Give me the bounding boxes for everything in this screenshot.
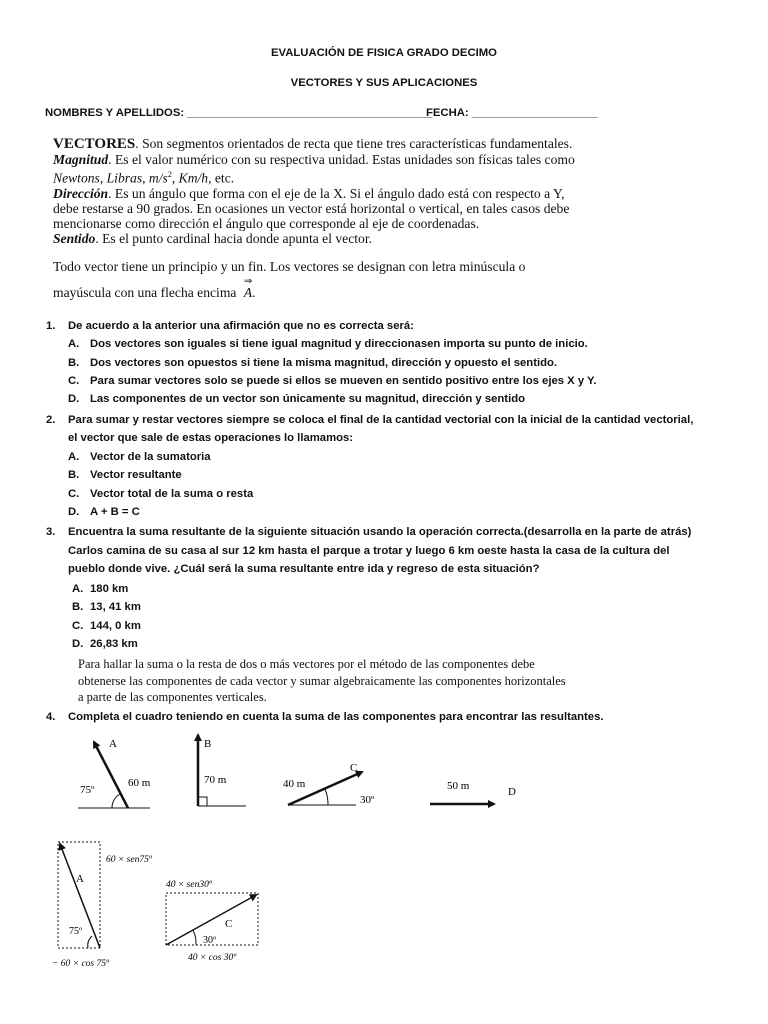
vector-c-angle-arc (325, 789, 328, 805)
q2-option-d[interactable]: A + B = C (90, 506, 140, 518)
vector-c-diagram (283, 762, 375, 806)
names-label: NOMBRES Y APELLIDOS: (45, 107, 185, 119)
vector-c-label: C (350, 762, 358, 774)
q2-option-d-letter: D. (68, 506, 80, 518)
q2-option-b-letter: B. (68, 469, 80, 481)
q1-option-a-letter: A. (68, 338, 80, 350)
q3-text-line1: Encuentra la suma resultante de la siguiente situación usando la operación correcta.(desarrolla en la parte de atrás) (68, 526, 692, 538)
q2-option-a-letter: A. (68, 451, 80, 463)
q1-text: De acuerdo a la anterior una afirmación que no es correcta será: (68, 320, 414, 332)
vector-b-right-angle (198, 797, 207, 806)
components-a-label: A (76, 873, 84, 885)
components-c-vertical-label: 40 × sen30º (166, 880, 212, 890)
components-a-vertical-label: 60 × sen75º (106, 855, 152, 865)
vector-a-magnitude: 60 m (128, 777, 151, 789)
principio-line2: mayúscula con una flecha encima ⇒ A. (53, 276, 256, 300)
components-a-angle: 75º (69, 926, 83, 937)
magnitud-units: Newtons, Libras, $m/s^2$, Km/h, etc. (53, 170, 235, 186)
q3-option-c-letter: C. (72, 620, 84, 632)
components-c-angle: 30º (203, 935, 217, 946)
q3-option-c[interactable]: 144, 0 km (90, 620, 141, 632)
method-note-line2: obtenerse las componentes de cada vector y sumar algebraicamente las componentes horizontales (78, 674, 566, 688)
q1-number: 1. (46, 320, 56, 332)
vector-d-diagram (430, 780, 516, 804)
date-blank: ____________________ (471, 107, 598, 119)
components-c-diagram (166, 880, 258, 963)
vectores-definition: VECTORES. Son segmentos orientados de recta que tiene tres características fundamentales. (53, 136, 573, 152)
names-blank: _______________________________________ (187, 107, 433, 119)
q3-text-line2: Carlos camina de su casa al sur 12 km hasta el parque a trotar y luego 6 km oeste hasta la casa de la cultura del (68, 545, 670, 557)
direccion-line3: mencionarse como dirección el ángulo que corresponde al eje de coordenadas. (53, 215, 480, 231)
q1-option-c-letter: C. (68, 375, 80, 387)
vector-b-diagram (198, 735, 246, 806)
q1-option-b[interactable]: Dos vectores son opuestos si tiene la misma magnitud, dirección y opuesto el sentido. (90, 357, 558, 369)
vector-d-label: D (508, 786, 516, 798)
q2-number: 2. (46, 414, 56, 426)
vector-a-angle: 75º (80, 784, 95, 796)
components-a-horizontal-label: − 60 × cos 75º (52, 959, 109, 969)
q3-option-d[interactable]: 26,83 km (90, 638, 138, 650)
method-note-line3: a parte de las componentes verticales. (78, 690, 267, 704)
q3-option-d-letter: D. (72, 638, 84, 650)
principio-line1: Todo vector tiene un principio y un fin. Los vectores se designan con letra minúscula o (53, 259, 526, 274)
q3-option-b[interactable]: 13, 41 km (90, 601, 141, 613)
sentido-definition: Sentido. Es el punto cardinal hacia donde apunta el vector. (53, 230, 372, 246)
q1-option-a[interactable]: Dos vectores son iguales si tiene igual magnitud y direccionasen importa su punto de inicio. (90, 338, 588, 350)
q1-option-d-letter: D. (68, 393, 80, 405)
vector-c-magnitude: 40 m (283, 778, 306, 790)
exam-subtitle: VECTORES Y SUS APLICACIONES (290, 77, 478, 89)
q2-option-c-letter: C. (68, 488, 80, 500)
q1-option-b-letter: B. (68, 357, 80, 369)
arrow-over-icon: ⇒ (243, 276, 253, 287)
components-c-angle-arc (193, 930, 196, 945)
direccion-line2: debe restarse a 90 grados. En ocasiones un vector está horizontal o vertical, en tales casos debe (53, 200, 570, 216)
vector-c-angle: 30º (360, 794, 375, 806)
exam-title: EVALUACIÓN DE FISICA GRADO DECIMO (271, 47, 497, 59)
components-a-diagram (52, 842, 153, 969)
q1-option-c[interactable]: Para sumar vectores solo se puede si ellos se mueven en sentido positivo entre los ejes X y Y. (90, 375, 597, 387)
date-label: FECHA: (426, 107, 469, 119)
vector-b-magnitude: 70 m (204, 774, 227, 786)
vector-a-label: A (109, 738, 117, 750)
q2-option-b[interactable]: Vector resultante (90, 469, 182, 481)
q2-option-c[interactable]: Vector total de la suma o resta (90, 488, 254, 500)
direccion-definition: Dirección. Es un ángulo que forma con el eje de la X. Si el ángulo dado está con respecto a Y, (53, 185, 565, 201)
q3-text-line3: pueblo donde vive. ¿Cuál será la suma resultante entre ida y regreso de esta situación? (68, 563, 540, 575)
method-note-line1: Para hallar la suma o la resta de dos o más vectores por el método de las componentes debe (78, 657, 535, 671)
q4-text: Completa el cuadro teniendo en cuenta la suma de las componentes para encontrar las resultantes. (68, 711, 604, 723)
q1-option-d[interactable]: Las componentes de un vector son únicamente su magnitud, dirección y sentido (90, 393, 526, 405)
vector-a-angle-arc (112, 794, 120, 808)
q3-option-a[interactable]: 180 km (90, 583, 129, 595)
vector-d-magnitude: 50 m (447, 780, 470, 792)
q3-option-a-letter: A. (72, 583, 84, 595)
q3-number: 3. (46, 526, 56, 538)
magnitud-definition: Magnitud. Es el valor numérico con su respectiva unidad. Estas unidades son físicas tales como (53, 152, 575, 167)
q2-text-line2: el vector que sale de estas operaciones lo llamamos: (68, 432, 354, 444)
q2-text-line1: Para sumar y restar vectores siempre se coloca el final de la cantidad vectorial con la inicial de la cantidad vectorial, (68, 414, 694, 426)
q3-option-b-letter: B. (72, 601, 84, 613)
q4-number: 4. (46, 711, 56, 723)
vector-a-diagram (78, 738, 151, 808)
vector-a-arrow (94, 742, 128, 808)
vector-symbol: ⇒ A (243, 276, 253, 300)
q2-option-a[interactable]: Vector de la sumatoria (90, 451, 211, 463)
components-c-horizontal-label: 40 × cos 30º (188, 953, 237, 963)
components-c-label: C (225, 918, 233, 930)
vector-b-label: B (204, 738, 212, 750)
components-a-angle-arc (88, 936, 92, 948)
